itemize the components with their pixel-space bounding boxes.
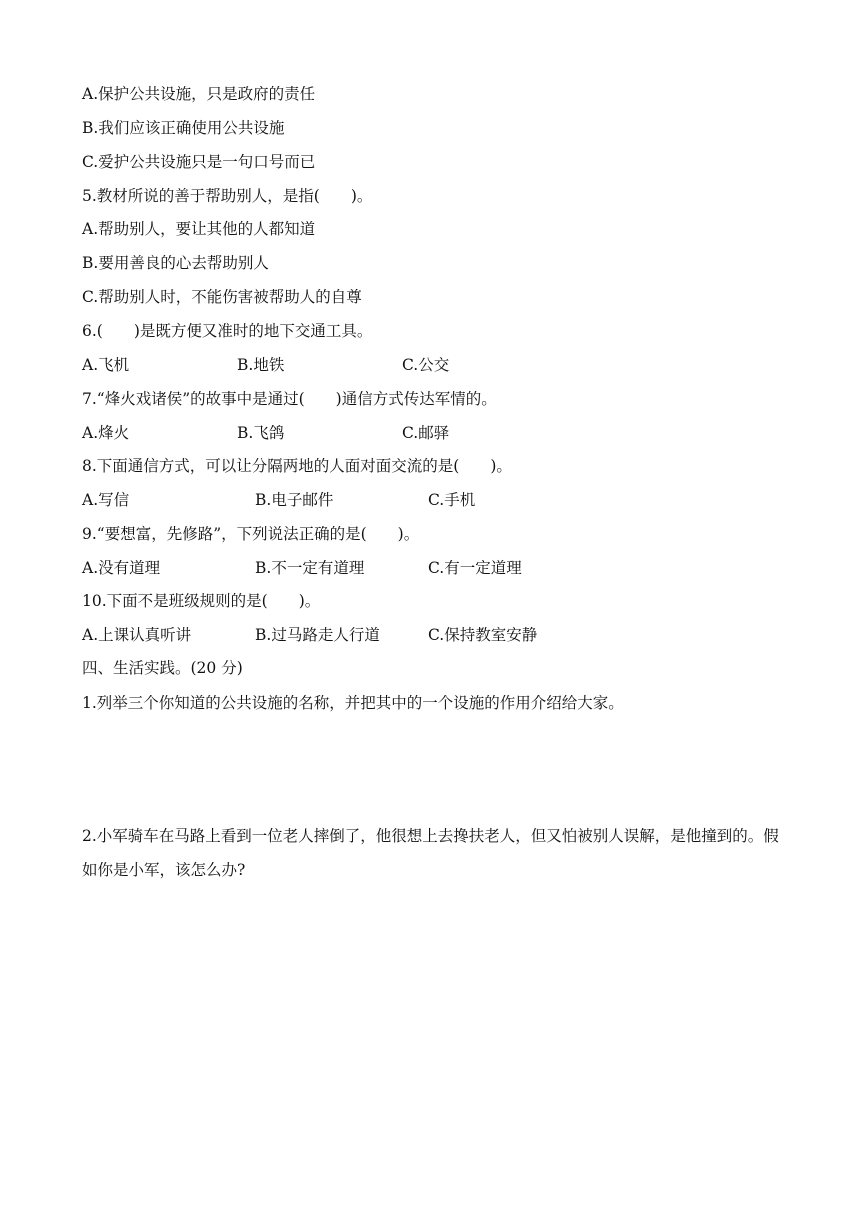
- section-4-question-2: 2.小军骑车在马路上看到一位老人摔倒了，他很想上去搀扶老人，但又怕被别人误解，是他撞到的。假如你是小军，该怎么办?: [82, 827, 779, 879]
- q5-option-b: B.要用善良的心去帮助别人: [82, 254, 269, 272]
- q4-option-b: B.我们应该正确使用公共设施: [82, 119, 285, 137]
- q9-option-a: A.没有道理: [82, 559, 161, 577]
- q7-option-c: C.邮驿: [402, 424, 450, 442]
- q10-stem: 10.下面不是班级规则的是( )。: [82, 592, 321, 610]
- q8-option-c: C.手机: [428, 491, 476, 509]
- q6-option-c: C.公交: [402, 356, 450, 374]
- q7-options: [82, 423, 782, 443]
- q6-options: [82, 355, 782, 375]
- q9-option-b: B.不一定有道理: [255, 559, 365, 577]
- section-4-heading: 四、生活实践。(20 分): [82, 659, 243, 677]
- q9-option-c: C.有一定道理: [428, 559, 522, 577]
- q5-option-c: C.帮助别人时，不能伤害被帮助人的自尊: [82, 288, 362, 306]
- q8-options: [82, 490, 782, 510]
- q10-option-b: B.过马路走人行道: [255, 626, 380, 644]
- q9-stem: 9.“要想富，先修路”，下列说法正确的是( )。: [82, 525, 420, 543]
- q7-option-a: A.烽火: [82, 424, 130, 442]
- q7-stem: 7.“烽火戏诸侯”的故事中是通过( )通信方式传达军情的。: [82, 390, 497, 408]
- q7-option-b: B.飞鸽: [237, 424, 285, 442]
- q6-stem: 6.( )是既方便又准时的地下交通工具。: [82, 322, 373, 340]
- q4-option-c: C.爱护公共设施只是一句口号而已: [82, 153, 316, 171]
- q5-stem: 5.教材所说的善于帮助别人，是指( )。: [82, 187, 373, 205]
- q6-option-a: A.飞机: [82, 356, 130, 374]
- q10-options: [82, 625, 782, 645]
- q6-option-b: B.地铁: [237, 356, 285, 374]
- q8-option-a: A.写信: [82, 491, 130, 509]
- q9-options: [82, 558, 782, 578]
- q8-stem: 8.下面通信方式，可以让分隔两地的人面对面交流的是( )。: [82, 457, 512, 475]
- q4-option-a: A.保护公共设施，只是政府的责任: [82, 85, 316, 103]
- q10-option-c: C.保持教室安静: [428, 626, 538, 644]
- q10-option-a: A.上课认真听讲: [82, 626, 192, 644]
- q8-option-b: B.电子邮件: [255, 491, 334, 509]
- q5-option-a: A.帮助别人，要让其他的人都知道: [82, 220, 316, 238]
- section-4-question-1: 1.列举三个你知道的公共设施的名称，并把其中的一个设施的作用介绍给大家。: [82, 694, 624, 712]
